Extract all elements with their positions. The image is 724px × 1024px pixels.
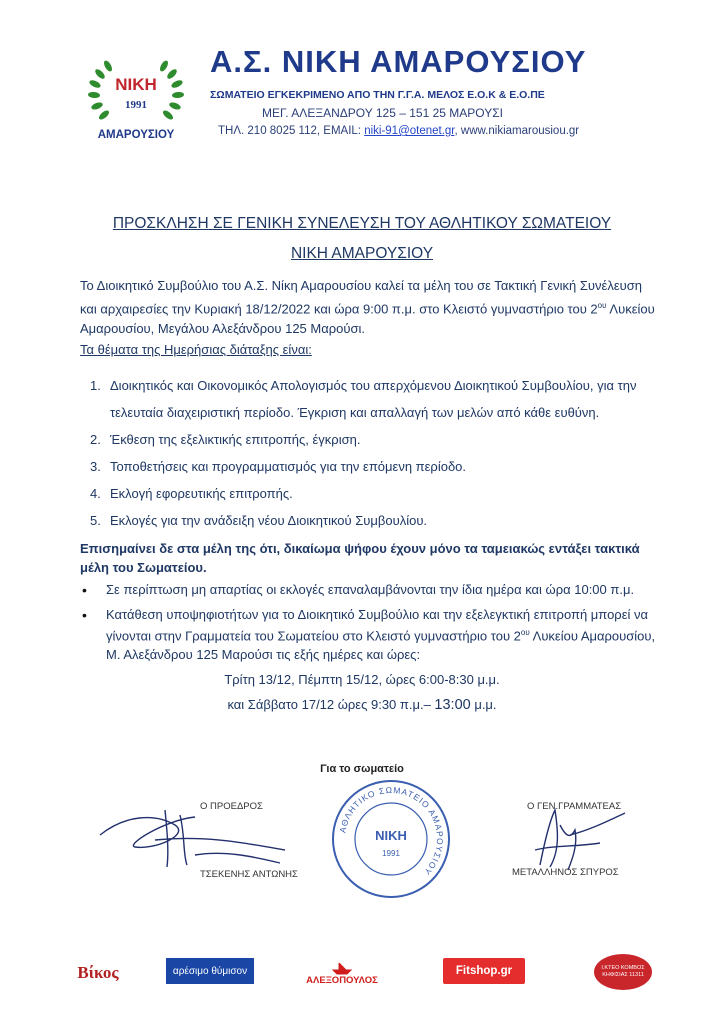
logo-year: 1991 xyxy=(125,99,147,111)
invitation-title-club: ΝΙΚΗ ΑΜΑΡΟΥΣΙΟΥ xyxy=(290,245,434,262)
schedule-suffix: μ.μ. xyxy=(470,697,497,712)
for-the-club-label: Για το σωματείο xyxy=(320,763,404,775)
invitation-title: ΠΡΟΣΚΛΗΣΗ ΣΕ ΓΕΝΙΚΗ ΣΥΝΕΛΕΥΣΗ ΤΟΥ ΑΘΛΗΤΙΚΟΥ ΣΩΜΑΤΕΙΟΥ xyxy=(112,215,612,232)
agenda-item xyxy=(80,507,670,534)
email-link[interactable]: niki-91@otenet.gr xyxy=(364,125,455,137)
logo-bottom-text: ΑΜΑΡΟΥΣΙΟΥ xyxy=(97,129,175,141)
schedule-line-1: Τρίτη 13/12, Πέμπτη 15/12, ώρες 6:00-8:30 μ.μ. xyxy=(224,672,500,687)
club-name: Α.Σ. ΝΙΚΗ ΑΜΑΡΟΥΣΙΟΥ xyxy=(210,44,587,79)
stamp-ring-text: ΑΘΛΗΤΙΚΟ ΣΩΜΑΤΕΙΟ ΑΜΑΡΟΥΣΙΟΥ xyxy=(337,784,446,878)
candidacy-text: Κατάθεση υποψηφιοτήτων για το Διοικητικό Συμβούλιο και την εξελεγκτική επιτροπή μπορεί να γίνονται στην Γραμματεία του Σωματείου στο Κλειστό γυμναστήριο του 2 xyxy=(106,606,649,644)
sponsor-fitshop-logo: Fitshop.gr xyxy=(443,958,525,984)
agenda-heading: Τα θέματα της Ημερήσιας διάταξης είναι: xyxy=(80,342,312,357)
schedule-text: και Σάββατο 17/12 ώρες 9:30 π.μ.– xyxy=(227,697,435,712)
agenda-text: Έκθεση της εξελικτικής επιτροπής, έγκριση. xyxy=(110,432,361,447)
agenda-item xyxy=(80,372,670,426)
contact-suffix: , www.nikiamarousiou.gr xyxy=(454,125,580,137)
agenda-list xyxy=(80,372,670,534)
candidacy-sup: ου xyxy=(520,628,530,637)
candidacy-text-end: Λυκείου Αμαρουσίου, Μ. Αλεξάνδρου 125 Μαρούσι τις εξής ημέρες και ώρες: xyxy=(106,628,656,662)
logo-top-text: ΝΙΚΗ xyxy=(115,75,157,94)
agenda-item xyxy=(80,480,670,507)
secretary-title: Ο ΓΕΝ.ΓΡΑΜΜΑΤΕΑΣ xyxy=(527,801,622,812)
schedule-time: 13:00 xyxy=(434,697,471,713)
ship-icon xyxy=(331,961,353,975)
agenda-item xyxy=(80,453,670,480)
agenda-text: Τοποθετήσεις και προγραμματισμός για την επόμενη περίοδο. xyxy=(110,459,467,474)
agenda-number: 1. xyxy=(90,378,101,393)
contact-prefix: ΤΗΛ. 210 8025 112, EMAIL: xyxy=(218,125,365,137)
club-subtitle: ΣΩΜΑΤΕΙΟ ΕΓΚΕΚΡΙΜΕΝΟ ΑΠΟ ΤΗΝ Γ.Γ.Α. ΜΕΛΟΣ Ε.Ο.Κ & Ε.Ο.ΠΕ xyxy=(210,89,545,101)
sponsor-alexopoulos-logo xyxy=(290,958,394,988)
intro-text-end: Λυκείου Αμαρουσίου, Μεγάλου Αλεξάνδρου 125 Μαρούσι. xyxy=(80,301,655,337)
sponsor-arepsimo-logo xyxy=(166,958,254,984)
bullet-item-candidacy xyxy=(80,606,660,665)
agenda-text: Διοικητικός και Οικονομικός Απολογισμός του απερχόμενου Διοικητικού Συμβουλίου, για την τελευταία διαχειριστική περίοδο. Έγκριση και απαλλαγή των μελών από κάθε ευθύνη. xyxy=(110,378,637,420)
intro-paragraph xyxy=(80,276,660,339)
stamp-year: 1991 xyxy=(382,849,400,858)
intro-text: Το Διοικητικό Συμβούλιο του Α.Σ. Νίκη Αμαρουσίου καλεί τα μέλη του σε Τακτική Γενική Συνέλευση και αρχαιρεσίες την Κυριακή 18/12/2022 και ώρα 9:00 π.μ. στο Κλειστό γυμναστήριο του 2 xyxy=(80,278,642,317)
president-title: Ο ΠΡΟΕΔΡΟΣ xyxy=(200,801,263,812)
agenda-number: 2. xyxy=(90,432,101,447)
schedule-line-2 xyxy=(0,697,724,713)
stamp-center-text: ΝΙΚΗ xyxy=(375,828,407,843)
sponsor-arepsimo-text: αρέσιμο θύμισον xyxy=(172,965,248,977)
president-name: ΤΣΕΚΕΝΗΣ ΑΝΤΩΝΗΣ xyxy=(200,869,298,880)
sponsor-vikos-logo: Βίκος xyxy=(77,963,119,982)
club-logo xyxy=(80,52,192,144)
club-stamp xyxy=(330,778,452,900)
agenda-text: Εκλογή εφορευτικής επιτροπής. xyxy=(110,486,293,501)
secretary-signature xyxy=(520,805,630,875)
agenda-item xyxy=(80,426,670,453)
voting-notice: Επισημαίνει δε στα μέλη της ότι, δικαίωμα ψήφου έχουν μόνο τα ταμειακώς εντάξει τακτικά μέλη του Σωματείου. xyxy=(80,541,640,575)
president-signature xyxy=(95,795,295,875)
sponsor-alexopoulos-text: ΑΛΕΞΟΠΟΥΛΟΣ xyxy=(306,974,378,986)
club-address: ΜΕΓ. ΑΛΕΞΑΝΔΡΟΥ 125 – 151 25 ΜΑΡΟΥΣΙ xyxy=(262,106,503,120)
agenda-text: Εκλογές για την ανάδειξη νέου Διοικητικού Συμβουλίου. xyxy=(110,513,428,528)
sponsor-ktel-logo: Ι.ΚΤΕΟ ΚΟΜΒΟΣ ΚΗΦΙΣΙΑΣ 11311 xyxy=(594,954,652,990)
bullet-item-quorum: • Σε περίπτωση μη απαρτίας οι εκλογές επαναλαμβάνονται την ίδια ημέρα και ώρα 10:00 π.μ. xyxy=(80,581,660,600)
bullet-list xyxy=(80,581,660,670)
agenda-number: 4. xyxy=(90,486,101,501)
intro-sup: ου xyxy=(597,301,607,310)
agenda-number: 3. xyxy=(90,459,101,474)
club-contact xyxy=(218,125,579,137)
agenda-number: 5. xyxy=(90,513,101,528)
secretary-name: ΜΕΤΑΛΛΗΝΟΣ ΣΠΥΡΟΣ xyxy=(512,867,619,878)
